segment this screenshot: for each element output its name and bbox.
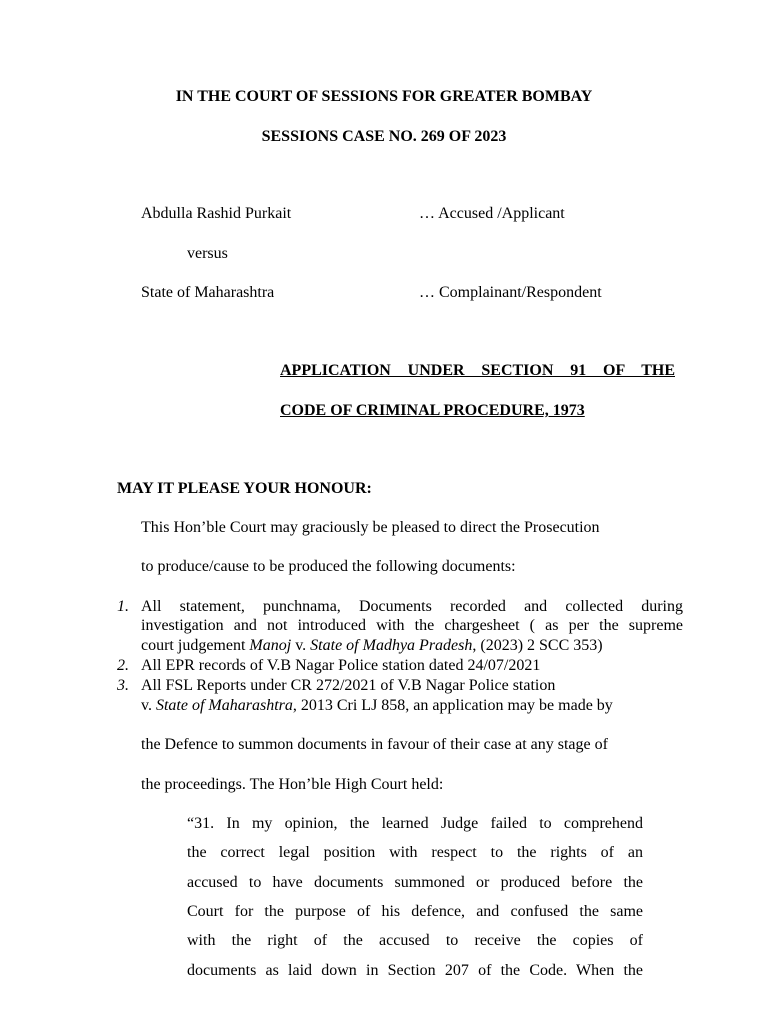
- accused-name: Abdulla Rashid Purkait: [141, 205, 292, 222]
- list-item-1-line-2: investigation and not introduced with the chargesheet ( as per the supreme: [141, 617, 683, 634]
- list-item-2: All EPR records of V.B Nagar Police station dated 24/07/2021: [141, 657, 541, 674]
- quote-line-2: the correct legal position with respect to the rights of an: [187, 844, 643, 861]
- list-number-2: 2.: [117, 657, 129, 674]
- list-item-1-text: court judgement: [141, 637, 250, 654]
- case-citation: , (2023) 2 SCC 353): [472, 637, 603, 654]
- salutation: MAY IT PLEASE YOUR HONOUR:: [117, 480, 372, 497]
- case-party-state-mp: State of Madhya Pradesh: [310, 637, 473, 654]
- quote-line-4: Court for the purpose of his defence, and confused the same: [187, 903, 643, 920]
- quote-line-5: with the right of the accused to receive the copies of: [187, 932, 643, 949]
- body-line-3: the proceedings. The Hon’ble High Court held:: [141, 776, 444, 793]
- versus-label: versus: [187, 245, 228, 262]
- list-item-3: All FSL Reports under CR 272/2021 of V.B Nagar Police station: [141, 677, 556, 694]
- list-number-3: 3.: [117, 677, 129, 694]
- application-title-line1: APPLICATION UNDER SECTION 91 OF THE: [280, 362, 675, 379]
- quote-line-1: “31. In my opinion, the learned Judge failed to comprehend: [187, 815, 643, 832]
- body-line-2: the Defence to summon documents in favour of their case at any stage of: [141, 736, 608, 753]
- body-line-1: [141, 697, 613, 715]
- body-citation: , 2013 Cri LJ 858, an application may be made by: [292, 697, 613, 714]
- list-item-1-line-1: All statement, punchnama, Documents recorded and collected during: [141, 598, 683, 615]
- list-number-1: 1.: [117, 598, 129, 615]
- quote-line-6: documents as laid down in Section 207 of the Code. When the: [187, 962, 643, 979]
- case-party-manoj: Manoj: [249, 637, 292, 654]
- body-case-party: State of Maharashtra: [155, 697, 293, 714]
- application-title-line2: CODE OF CRIMINAL PROCEDURE, 1973: [280, 402, 585, 419]
- intro-line-2: to produce/cause to be produced the following documents:: [141, 558, 516, 575]
- intro-line-1: This Hon’ble Court may graciously be pleased to direct the Prosecution: [141, 519, 600, 536]
- quote-line-3: accused to have documents summoned or produced before the: [187, 874, 643, 891]
- case-number: SESSIONS CASE NO. 269 OF 2023: [261, 128, 507, 145]
- body-versus: v.: [141, 697, 156, 714]
- court-heading: IN THE COURT OF SESSIONS FOR GREATER BOMBAY: [175, 88, 593, 105]
- accused-role: … Accused /Applicant: [419, 205, 565, 222]
- versus-abbrev: v.: [291, 637, 311, 654]
- list-item-1-line-3: [141, 637, 683, 655]
- respondent-name: State of Maharashtra: [141, 284, 275, 301]
- respondent-role: … Complainant/Respondent: [419, 284, 602, 301]
